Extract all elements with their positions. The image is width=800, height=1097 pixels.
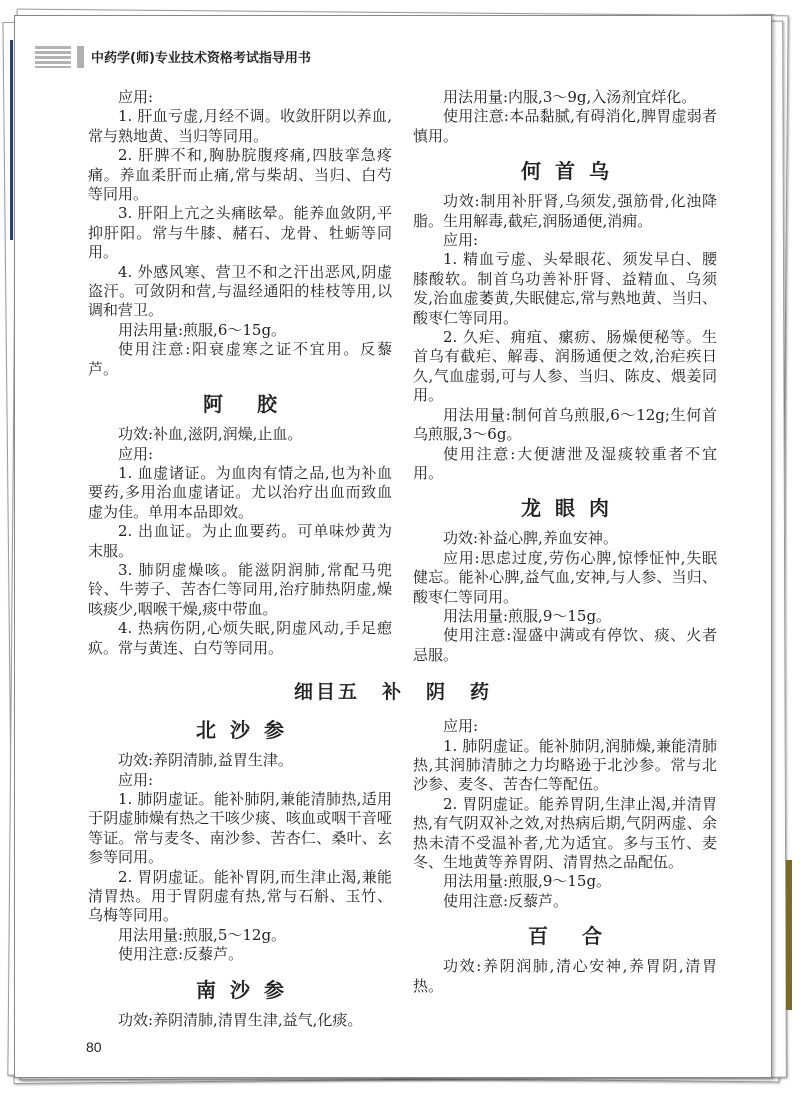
paragraph: 使用注意:反藜芦。 — [118, 945, 244, 964]
paragraph: 用法用量:煎服,6～15g。 — [118, 320, 287, 339]
column-bottom-left — [88, 717, 392, 1030]
page-edge-accent — [10, 40, 13, 240]
paragraph: 用法用量:煎服,5～12g。 — [118, 925, 287, 944]
herb-heading: 何首乌 — [521, 159, 623, 184]
header-bar — [77, 46, 84, 68]
column-top-right — [413, 88, 717, 665]
paragraph: 应用: — [118, 770, 154, 789]
paragraph: 用法用量:内服,3～9g,入汤剂宜烊化。 — [443, 88, 697, 106]
paragraph: 2. 胃阴虚证。能养胃阴,生津止渴,并清胃热,有气阴双补之效,对热病后期,气阴两虚、余热未清不受温补者,尤为适宜。多与玉竹、麦冬、生地黄等养胃阴、清胃热之品配伍。 — [413, 794, 717, 871]
paragraph: 功效:养阴润肺,清心安神,养胃阴,清胃热。 — [413, 957, 717, 995]
section-title: 细目五 补 阴 药 — [293, 681, 492, 704]
paragraph: 功效:养阴清肺,清胃生津,益气,化痰。 — [118, 1010, 363, 1029]
page-number: 80 — [86, 1039, 102, 1056]
paragraph: 2. 出血证。为止血要药。可单味炒黄为末服。 — [88, 522, 392, 560]
herb-heading: 龙眼肉 — [521, 496, 623, 521]
paragraph: 应用: — [443, 717, 479, 736]
paragraph: 应用:思虑过度,劳伤心脾,惊悸怔忡,失眠健忘。能补心脾,益气血,安神,与人参、当归、酸枣仁等同用。 — [413, 548, 717, 606]
paragraph: 应用: — [118, 88, 154, 106]
herb-heading: 阿胶 — [203, 392, 311, 417]
paragraph: 用法用量:煎服,9～15g。 — [443, 872, 612, 891]
running-header: 中药学(师)专业技术资格考试指导用书 — [91, 51, 311, 66]
paragraph: 使用注意:湿盛中满或有停饮、痰、火者忌服。 — [413, 626, 717, 664]
paragraph: 用法用量:制何首乌煎服,6～12g;生何首乌煎服,3～6g。 — [413, 405, 717, 444]
paragraph: 功效:养阴清肺,益胃生津。 — [118, 751, 293, 770]
paragraph: 1. 肺阴虚证。能补肺阴,润肺燥,兼能清肺热,其润肺清肺之力均略逊于北沙参。常与北沙参、麦冬、苦杏仁等配伍。 — [413, 736, 717, 794]
top-columns — [88, 88, 771, 665]
paragraph: 应用: — [443, 231, 479, 250]
paragraph: 1. 肺阴虚证。能补肺阴,兼能清肺热,适用于阴虚肺燥有热之干咳少痰、咳血或咽干音哑等证。常与麦冬、南沙参、苦杏仁、桑叶、玄参等同用。 — [88, 789, 392, 867]
paragraph: 1. 血虚诸证。为血肉有情之品,也为补血要药,多用治血虚诸证。尤以治疗出血而致血虚为佳。单用本品即效。 — [88, 463, 392, 521]
paragraph: 4. 热病伤阴,心烦失眠,阴虚风动,手足瘛疭。常与黄连、白芍等同用。 — [88, 619, 392, 657]
paragraph: 功效:补益心脾,养血安神。 — [443, 529, 618, 548]
paragraph: 2. 肝脾不和,胸胁脘腹疼痛,四肢挛急疼痛。养血柔肝而止痛,常与柴胡、当归、白芍等同用。 — [88, 146, 392, 204]
bottom-columns — [88, 717, 771, 1030]
paragraph: 使用注意:反藜芦。 — [443, 891, 569, 910]
paragraph: 1. 肝血亏虚,月经不调。收敛肝阴以养血,常与熟地黄、当归等同用。 — [88, 107, 392, 145]
paragraph: 3. 肝阳上亢之头痛眩晕。能养血敛阴,平抑肝阳。常与牛膝、赭石、龙骨、牡蛎等同用。 — [88, 204, 392, 262]
paragraph: 应用: — [118, 444, 154, 463]
paragraph: 2. 胃阴虚证。能补胃阴,而生津止渴,兼能清胃热。用于胃阴虚有热,常与石斛、玉竹、乌梅等同用。 — [88, 867, 392, 925]
paragraph: 1. 精血亏虚、头晕眼花、须发早白、腰膝酸软。制首乌功善补肝肾、益精血、乌须发,治血虚萎黄,失眠健忘,常与熟地黄、当归、酸枣仁等同用。 — [413, 250, 717, 327]
paragraph: 功效:补血,滋阴,润燥,止血。 — [118, 425, 303, 444]
column-top-left — [88, 88, 392, 658]
herb-heading: 百合 — [528, 924, 636, 949]
paragraph: 4. 外感风寒、营卫不和之汗出恶风,阴虚盗汗。可敛阴和营,与温经通阳的桂枝等用,以调和营卫。 — [88, 262, 392, 320]
paragraph: 3. 肺阴虚燥咳。能滋阴润肺,常配马兜铃、牛蒡子、苦杏仁等同用,治疗肺热阴虚,燥咳痰少,咽喉干燥,痰中带血。 — [88, 560, 392, 618]
paragraph: 使用注意:大便溏泄及湿痰较重者不宜用。 — [413, 444, 717, 482]
running-header-bar — [35, 46, 771, 72]
herb-heading: 南沙参 — [196, 977, 298, 1002]
herb-heading: 北沙参 — [196, 718, 298, 743]
paragraph: 用法用量:煎服,9～15g。 — [443, 606, 612, 625]
paragraph: 使用注意:阳衰虚寒之证不宜用。反藜芦。 — [88, 340, 392, 378]
paragraph: 使用注意:本品黏腻,有碍消化,脾胃虚弱者慎用。 — [413, 107, 717, 145]
paragraph: 功效:制用补肝肾,乌须发,强筋骨,化浊降脂。生用解毒,截疟,润肠通便,消痈。 — [413, 192, 717, 230]
column-bottom-right — [413, 717, 717, 996]
book-page — [14, 15, 772, 1078]
page-edge-accent — [786, 860, 792, 1010]
header-decoration — [35, 46, 71, 68]
paragraph: 2. 久疟、痈疽、瘰疬、肠燥便秘等。生首乌有截疟、解毒、润肠通便之效,治疟疾日久,气血虚弱,可与人参、当归、陈皮、煨姜同用。 — [413, 328, 717, 405]
